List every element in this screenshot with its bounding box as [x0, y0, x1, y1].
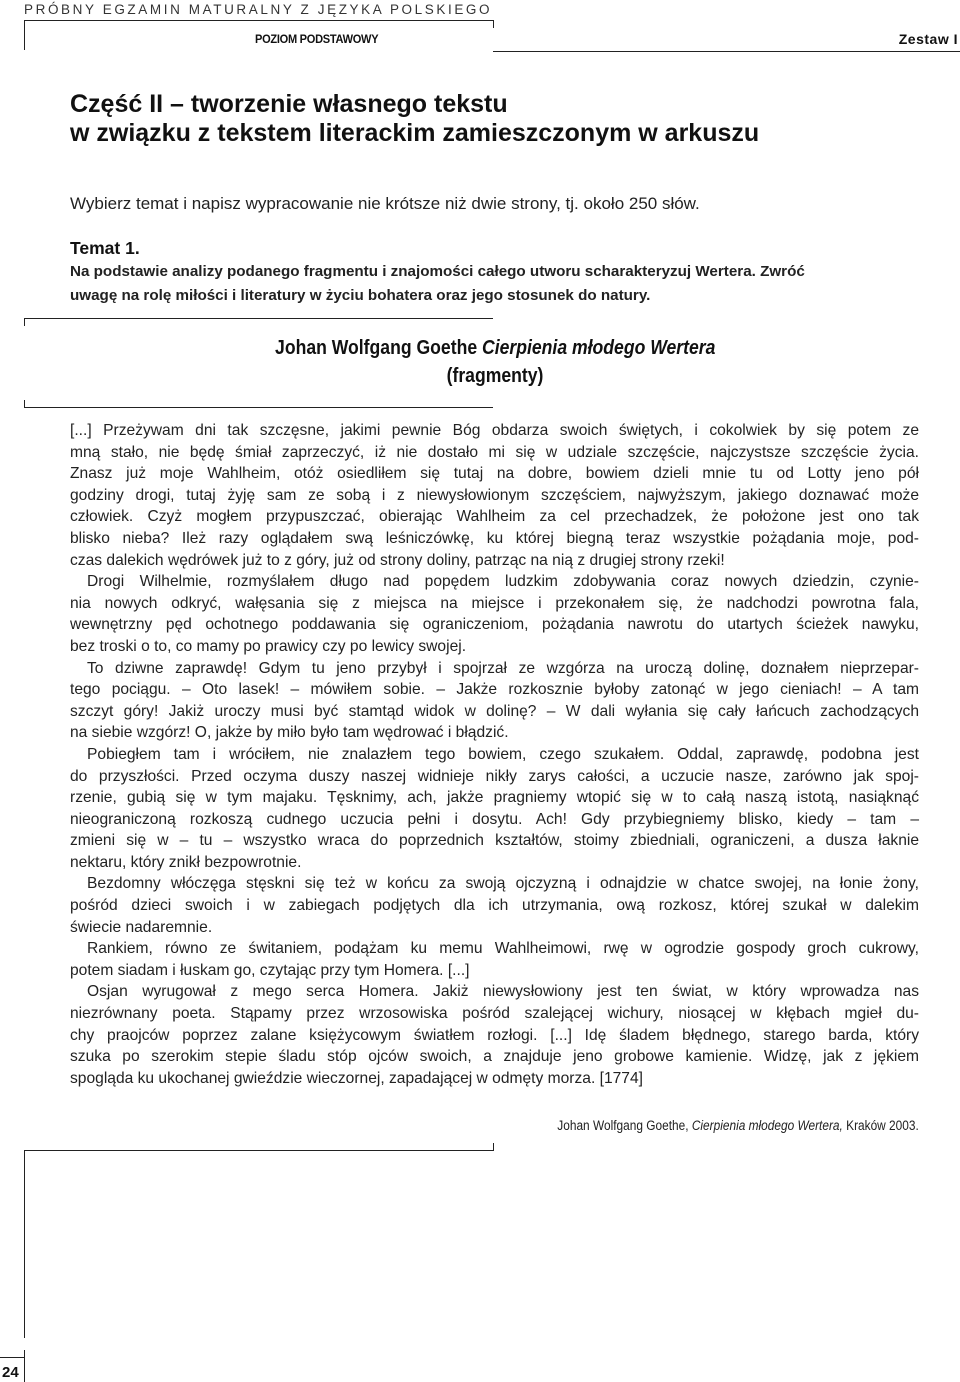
excerpt-line: rzenie, gubią się w tym majaku. Tęsknimy, ach, jakże pragniemy wtopić się w to całą naszą istotą, nasiąknąć: [70, 789, 919, 807]
excerpt-line: Znasz już moje Wahlheim, otóż osiedliłem się tutaj na dobre, bowiem dzieli mnie tu od Lotty jeno pół: [70, 465, 919, 483]
excerpt-line: do przyszłości. Przed oczyma duszy naszej widnieje nikły zarys całości, a uczucie nasze, zarówno jak spoj-: [70, 767, 919, 785]
excerpt-line: zmieni się w – tu – wszystko wraca do poprzednich kształtów, stoimy zbiedniali, ograniczeni, a dusza łaknie: [70, 832, 919, 850]
exam-banner: PRÓBNY EGZAMIN MATURALNY Z JĘZYKA POLSKIEGO: [24, 2, 493, 17]
work-subtitle: (fragmenty): [446, 365, 544, 387]
work-title: Cierpienia młodego Wertera: [481, 337, 716, 359]
topic-line1: Na podstawie analizy podanego fragmentu i znajomości całego utworu scharakteryzuj Wertera. Zwróć: [70, 263, 805, 280]
excerpt-box-bottom: [24, 1150, 493, 1151]
excerpt-box-right-tick: [493, 1143, 494, 1151]
excerpt-line: blisko nieba? Ileż razy oglądałem swą leśniczówkę, ku której biegną teraz wszystkie pożądania moje, pod-: [70, 529, 919, 547]
excerpt-line: Osjan wyrugował z mego serca Homera. Jakiż niewysłowiony jest ten świat, w który wprowadza nas: [87, 983, 919, 1001]
excerpt-line: To dziwne zaprawdę! Gdym tu jeno przybył i spojrzał ze wzgórza na uroczą dolinę, doznałem nieprzepar-: [87, 659, 919, 677]
excerpt-line: pośród dzieci swoich i w zabiegach podjętych dla ich utrzymania, ową rozkosz, której szukał w dalekim: [70, 897, 919, 915]
excerpt-line: Rankiem, równo ze świtaniem, podążam ku memu Wahlheimowi, rwę w ogrodzie gospody groch cukrowy,: [87, 940, 919, 958]
excerpt-line: wewnętrzny pęd ochotnego poddawania się ograniczeniom, pożądania nawrotu do utartych ścieżek nawyku,: [70, 616, 919, 634]
excerpt-line: bez troski o to, co mamy po prawicy czy po lewicy swojej.: [70, 637, 467, 655]
excerpt-line: nektaru, który znikł bezpowrotnie.: [70, 853, 302, 871]
page-number: 24: [2, 1364, 19, 1381]
topic-text: [70, 260, 930, 308]
excerpt-line: świecie nadaremnie.: [70, 918, 213, 936]
excerpt-box-left: [24, 1150, 25, 1338]
excerpt-line: niezrównany poeta. Stąpamy przez wrzosowiska pośród szalejącej wichury, niosącej w kłębach mgieł du-: [70, 1005, 919, 1023]
excerpt-line: szuka po szerokim stepie śladu stóp ojców swoich, a znajduje jeno grobowe kamienie. Widzę, jak z jękiem: [70, 1048, 919, 1066]
excerpt-line: tego pociągu. – Oto lasek! – mówiłem sobie. – Jakże rozkosznie byłoby zatonąć w jego cieniach! – A tam: [70, 681, 919, 699]
source-author: Johan Wolfgang Goethe,: [557, 1118, 689, 1133]
source-place: Kraków 2003.: [846, 1118, 919, 1133]
source-title: Cierpienia młodego Wertera,: [692, 1118, 844, 1133]
section-title-line1: Część II – tworzenie własnego tekstu: [70, 90, 508, 118]
excerpt-line: szczyt góry! Jakiż uroczy musi być stamtąd widok w dolinę? – W dali wyłania się cały łańcuch zachodzących: [70, 702, 919, 720]
level-label: POZIOM PODSTAWOWY: [255, 32, 379, 46]
work-heading: [70, 334, 920, 390]
footer-rule: [0, 1357, 24, 1358]
set-label: Zestaw I: [898, 31, 958, 47]
excerpt-rule: [24, 407, 493, 408]
topic-label: Temat 1.: [70, 238, 140, 258]
excerpt-rule-tick: [24, 400, 25, 408]
excerpt-line: czas dalekich wędrówek już to z góry, już od strony doliny, patrząc na nią z drugiej strony rzeki!: [70, 551, 725, 569]
excerpt-box-left-top: [24, 318, 25, 326]
excerpt-line: spogląda ku ukochanej gwieździe wieczornej, zapadającej w odmęty morza. [1774]: [70, 1069, 643, 1087]
instruction-text: Wybierz temat i napisz wypracowanie nie krótsze niż dwie strony, tj. około 250 słów.: [70, 194, 700, 213]
excerpt-line: człowiek. Czyż mogłem przypuszczać, obierając Wahlheim za cel przechadzek, że położone jest ono tak: [70, 508, 919, 526]
section-title: [70, 90, 759, 148]
header-rule: [493, 51, 960, 52]
footer-divider: [24, 1350, 25, 1382]
topic-line2: uwagę na rolę miłości i literatury w życiu bohatera oraz jego stosunek do natury.: [70, 287, 651, 304]
excerpt-line: na siebie wzgórz! O, jakże by miło było tam wędrować i błądzić.: [70, 724, 509, 742]
excerpt-line: godziny drogi, tutaj żyję sam ze sobą i z niewysłowionym szczęściem, najwyższym, jakiego doznawać może: [70, 486, 919, 504]
excerpt-line: Bezdomny włóczęga stęskni się też w końcu za swoją ojczyzną i odnajdzie w chatce swojej, na łonie żony,: [87, 875, 919, 893]
excerpt-line: Pobiegłem tam i wróciłem, nie znalazłem tego bowiem, czego szukałem. Oddal, zaprawdę, podobna jest: [87, 745, 919, 763]
excerpt-line: nieograniczoną rozkoszą cudnego uczucia pełni i dosytu. Ach! Gdy przybiegniemy blisko, kiedy – tam –: [70, 810, 919, 828]
excerpt-line: [...] Przeżywam dni tak szczęsne, jakimi pewnie Bóg obdarza swoich świętych, i cokolwiek by się potem ze: [70, 422, 919, 439]
excerpt-line: chy praojców poprzez zalane księżycowym światłem rozłogi. [...] Idę śladem błędnego, starego barda, który: [70, 1026, 919, 1044]
work-author: Johan Wolfgang Goethe: [274, 337, 477, 359]
excerpt-line: Drogi Wilhelmie, rozmyślałem długo nad popędem ludzkim zdobywania coraz nowych dziedzin, czynie-: [87, 573, 919, 591]
source-citation: [508, 1118, 919, 1133]
excerpt-text: [70, 420, 919, 1089]
header-divider-tick: [493, 20, 494, 28]
excerpt-line: mną stało, nie będę śmiał zaprzeczyć, iż nie dostało mi się w udziale szczęście, najczystsze szczęście życia.: [70, 443, 919, 461]
header-divider-horizontal: [24, 20, 494, 21]
excerpt-line: nia nowych odkryć, wałęsania się z miejsca na miejsce i przekonałem się, że nadchodzi powrotna fala,: [70, 594, 919, 612]
excerpt-box-top: [24, 318, 493, 319]
section-title-line2: w związku z tekstem literackim zamieszczonym w arkuszu: [70, 119, 760, 147]
header-divider-vertical: [24, 20, 25, 50]
excerpt-line: potem siadam i łuskam go, czytając przy tym Homera. [...]: [70, 961, 470, 979]
